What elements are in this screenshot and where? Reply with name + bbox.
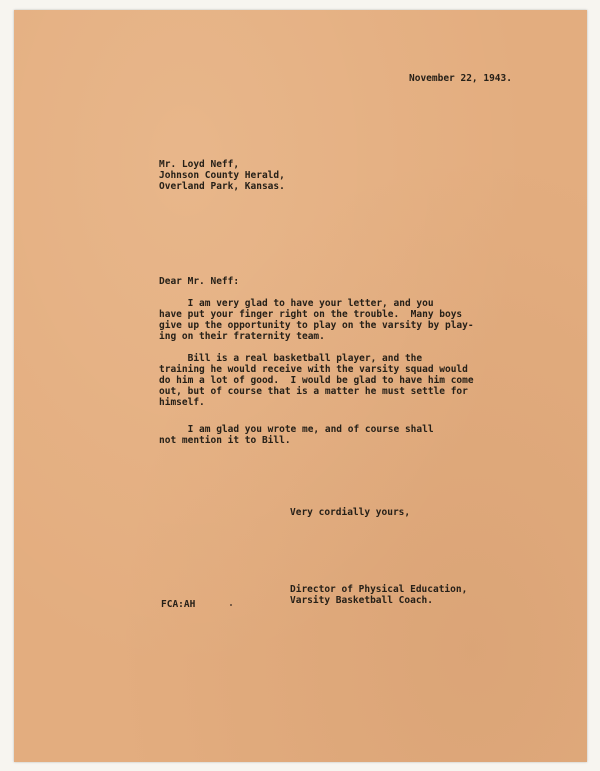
paragraph-2-line: do him a lot of good. I would be glad to have him come <box>159 375 474 386</box>
reference-initials: FCA:AH <box>161 599 196 610</box>
paragraph-3-line: not mention it to Bill. <box>159 435 291 446</box>
letter-page <box>14 10 587 762</box>
address-line-organization: Johnson County Herald, <box>159 170 285 181</box>
paragraph-2-line: Bill is a real basketball player, and the <box>159 353 423 364</box>
address-line-location: Overland Park, Kansas. <box>159 181 285 192</box>
signature-title-line: Director of Physical Education, <box>290 584 468 595</box>
paragraph-2-line: training he would receive with the varsity squad would <box>159 364 468 375</box>
signature-title-line: Varsity Basketball Coach. <box>290 595 433 606</box>
salutation: Dear Mr. Neff: <box>159 276 240 287</box>
paragraph-3-line: I am glad you wrote me, and of course shall <box>159 424 434 435</box>
paragraph-1-line: I am very glad to have your letter, and you <box>159 298 434 309</box>
address-line-name: Mr. Loyd Neff, <box>159 159 240 170</box>
paragraph-1-line: ing on their fraternity team. <box>159 331 325 342</box>
paragraph-1-line: give up the opportunity to play on the varsity by play- <box>159 320 474 331</box>
complimentary-closing: Very cordially yours, <box>290 507 411 518</box>
paragraph-2-line: himself. <box>159 397 205 408</box>
letter-date: November 22, 1943. <box>409 73 512 84</box>
paragraph-2-line: out, but of course that is a matter he must settle for <box>159 386 468 397</box>
stray-mark <box>230 604 232 606</box>
paragraph-1-line: have put your finger right on the trouble. Many boys <box>159 309 463 320</box>
